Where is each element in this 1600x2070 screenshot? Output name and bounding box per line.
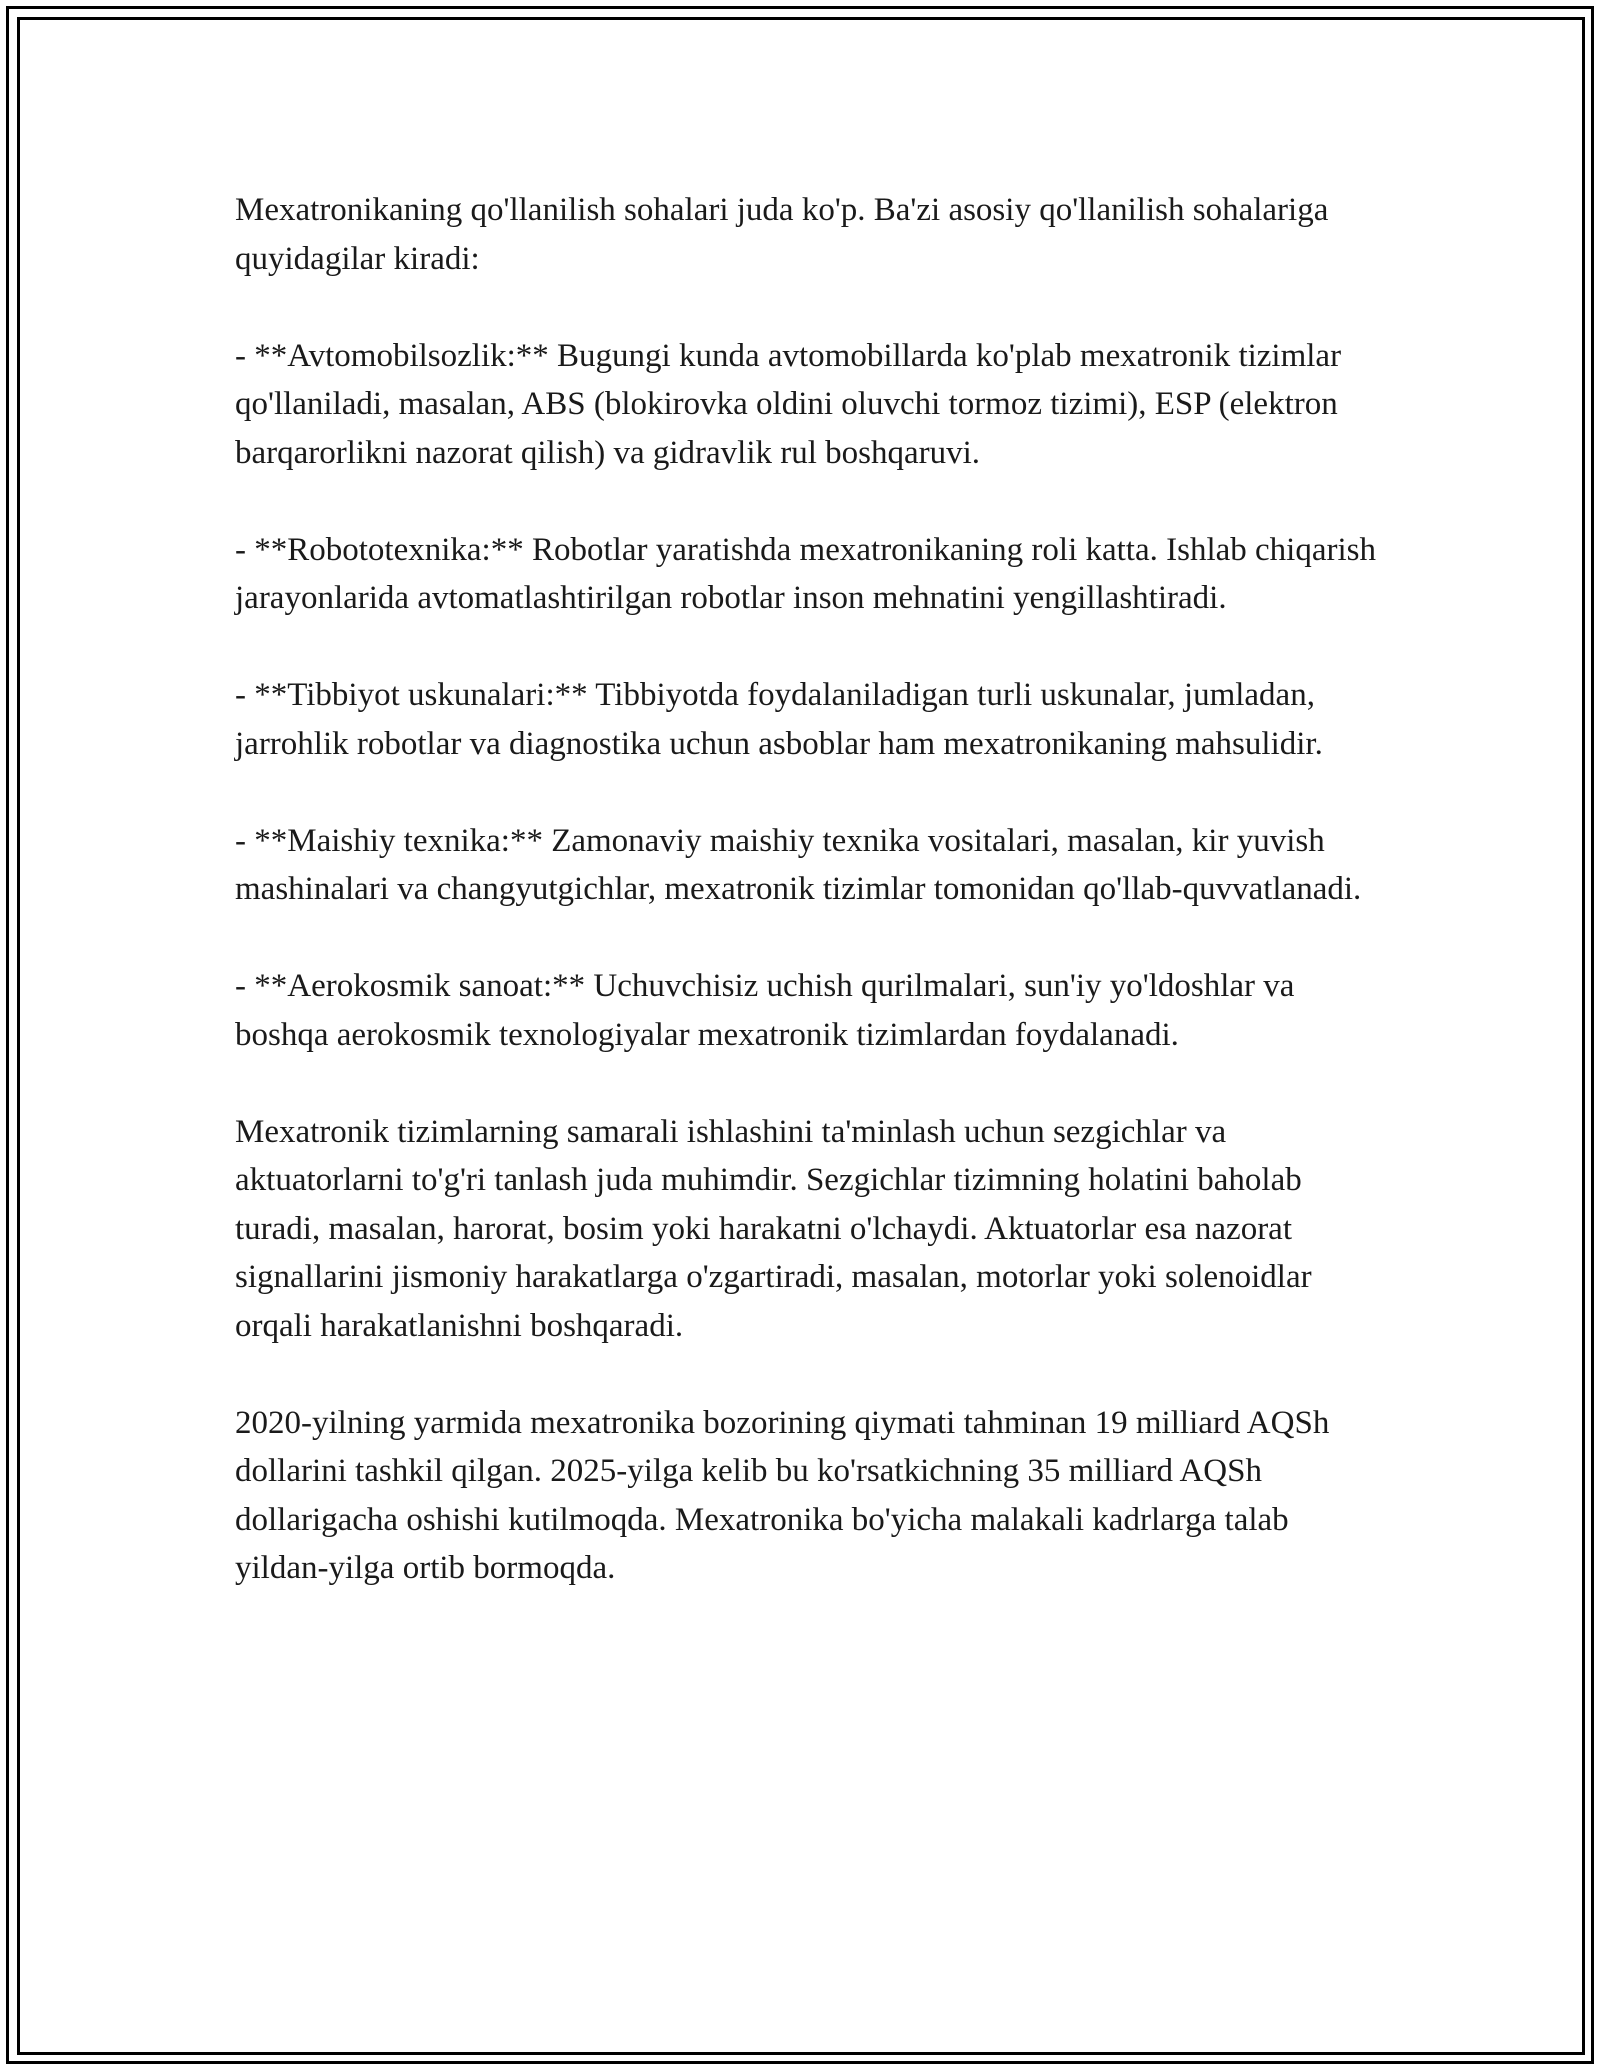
intro-paragraph: Mexatronikaning qo'llanilish sohalari juda ko'p. Ba'zi asosiy qo'llanilish sohalariga quyidagilar kiradi: bbox=[235, 192, 1329, 277]
sensors-actuators-paragraph: Mexatronik tizimlarning samarali ishlashini ta'minlash uchun sezgichlar va aktuatorlarni to'g'ri tanlash juda muhimdir. Sezgichlar tizimning holatini baholab turadi, masalan, harorat, bosim yoki harakatni o'lchaydi. Aktuatorlar esa nazorat signallarini jismoniy harakatlarga o'zgartiradi, masalan, motorlar yoki solenoidlar orqali harakatlanishni boshqaradi. bbox=[235, 1113, 1312, 1344]
market-paragraph: 2020-yilning yarmida mexatronika bozorining qiymati tahminan 19 milliard AQSh dollarini tashkil qilgan. 2025-yilga kelib bu ko'rsatkichning 35 milliard AQSh dollarigacha oshishi kutilmoqda. Mexatronika bo'yicha malakali kadrlarga talab yildan-yilga ortib bormoqda. bbox=[235, 1404, 1330, 1586]
list-item-household-appliances: - **Maishiy texnika:** Zamonaviy maishiy texnika vositalari, masalan, kir yuvish mashinalari va changyutgichlar, mexatronik tizimlar tomonidan qo'llab-quvvatlanadi. bbox=[235, 822, 1362, 907]
list-item-medical-equipment: - **Tibbiyot uskunalari:** Tibbiyotda foydalaniladigan turli uskunalar, jumladan, jarrohlik robotlar va diagnostika uchun asboblar ham mexatronikaning mahsulidir. bbox=[235, 677, 1323, 762]
document-body bbox=[235, 186, 1385, 1641]
list-item-aerospace: - **Aerokosmik sanoat:** Uchuvchisiz uchish qurilmalari, sun'iy yo'ldoshlar va boshqa aerokosmik texnologiyalar mexatronik tizimlardan foydalanadi. bbox=[235, 968, 1295, 1053]
list-item-robotics: - **Robototexnika:** Robotlar yaratishda mexatronikaning roli katta. Ishlab chiqarish jarayonlarida avtomatlashtirilgan robotlar inson mehnatini yengillashtiradi. bbox=[235, 531, 1376, 616]
list-item-automotive: - **Avtomobilsozlik:** Bugungi kunda avtomobillarda ko'plab mexatronik tizimlar qo'llaniladi, masalan, ABS (blokirovka oldini oluvchi tormoz tizimi), ESP (elektron barqarorlikni nazorat qilish) va gidravlik rul boshqaruvi. bbox=[235, 337, 1342, 471]
